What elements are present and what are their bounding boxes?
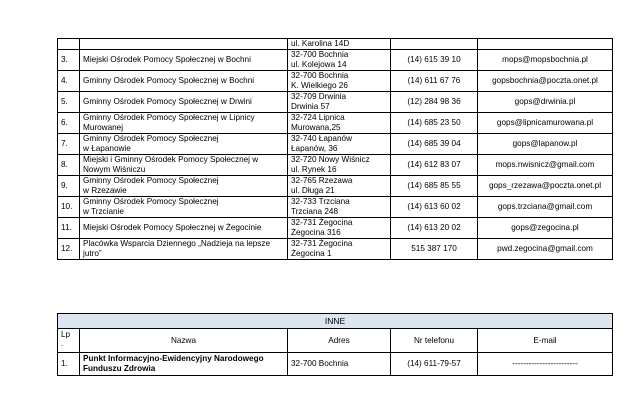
inne-column-headers bbox=[58, 329, 613, 353]
table-row bbox=[58, 113, 613, 134]
row-phone: (14) 612 83 07 bbox=[391, 155, 478, 176]
row-phone bbox=[391, 39, 478, 50]
row-name: Miejski Ośrodek Pomocy Społecznej w Żegocinie bbox=[80, 218, 288, 239]
row-number: 1. bbox=[58, 353, 80, 376]
row-number: 3. bbox=[58, 50, 80, 71]
row-address bbox=[288, 92, 391, 113]
row-address bbox=[288, 155, 391, 176]
row-name: Placówka Wsparcia Dziennego „Nadzieja na lepsze jutro” bbox=[80, 239, 288, 260]
row-phone: (14) 685 23 50 bbox=[391, 113, 478, 134]
row-phone: 515 387 170 bbox=[391, 239, 478, 260]
row-phone: (14) 613 20 02 bbox=[391, 218, 478, 239]
row-name: Miejski Ośrodek Pomocy Społecznej w Bochni bbox=[80, 50, 288, 71]
section-title: INNE bbox=[58, 314, 613, 329]
row-phone: (14) 611 67 76 bbox=[391, 71, 478, 92]
table-row bbox=[58, 39, 613, 50]
row-email: gops@lipnicamurowana.pl bbox=[478, 113, 613, 134]
row-email: mops@mopsbochnia.pl bbox=[478, 50, 613, 71]
address-line-1: 32-731 Żegocina bbox=[291, 239, 353, 248]
address-line-1: 32-731 Żegocina bbox=[291, 218, 353, 227]
row-number: 9. bbox=[58, 176, 80, 197]
address-line-1: ul. Karolina 14D bbox=[291, 39, 350, 48]
table-row bbox=[58, 155, 613, 176]
row-phone: (14) 615 39 10 bbox=[391, 50, 478, 71]
table-row bbox=[58, 71, 613, 92]
row-name: Gminny Ośrodek Pomocy Społecznej w Trzcianie bbox=[80, 197, 288, 218]
address-line-1: 32-740 Łapanów bbox=[291, 134, 353, 143]
row-address bbox=[288, 134, 391, 155]
row-address bbox=[288, 113, 391, 134]
row-address bbox=[288, 50, 391, 71]
address-line-1: 32-709 Drwinia bbox=[291, 92, 347, 101]
address-line-1: 32-700 Bochnia bbox=[291, 71, 349, 80]
row-address: 32-700 Bochnia bbox=[288, 353, 391, 376]
address-line-2: Żegocina 316 bbox=[291, 228, 341, 237]
row-name: Gminny Ośrodek Pomocy Społecznej w Lipnicy Murowanej bbox=[80, 113, 288, 134]
row-number: 8. bbox=[58, 155, 80, 176]
row-email: gops.trzciana@gmail.com bbox=[478, 197, 613, 218]
row-number: 10. bbox=[58, 197, 80, 218]
row-address bbox=[288, 218, 391, 239]
address-line-2: ul. Długa 21 bbox=[291, 186, 335, 195]
table-row bbox=[58, 353, 613, 376]
row-number: 7. bbox=[58, 134, 80, 155]
row-email: gops@drwinia.pl bbox=[478, 92, 613, 113]
institutions-table bbox=[57, 38, 613, 260]
row-phone: (14) 685 39 04 bbox=[391, 134, 478, 155]
row-email: ------------------------ bbox=[478, 353, 613, 376]
row-phone: (14) 611-79-57 bbox=[391, 353, 478, 376]
row-name: Gminny Ośrodek Pomocy Społecznej w Rzezawie bbox=[80, 176, 288, 197]
address-line-2: ul. Kolejowa 14 bbox=[291, 60, 347, 69]
row-email: pwd.zegocina@gmail.com bbox=[478, 239, 613, 260]
row-address bbox=[288, 39, 391, 50]
row-address bbox=[288, 197, 391, 218]
row-number bbox=[58, 39, 80, 50]
table-row bbox=[58, 239, 613, 260]
row-email: mops.nwisnicz@gmail.com bbox=[478, 155, 613, 176]
address-line-2: Żegocina 1 bbox=[291, 249, 332, 258]
row-name: Gminny Ośrodek Pomocy Społecznej w Drwini bbox=[80, 92, 288, 113]
row-address bbox=[288, 176, 391, 197]
table-row bbox=[58, 176, 613, 197]
row-name: Miejski i Gminny Ośrodek Pomocy Społecznej w Nowym Wiśniczu bbox=[80, 155, 288, 176]
address-line-1: 32-700 Bochnia bbox=[291, 50, 349, 59]
table-row bbox=[58, 92, 613, 113]
row-address bbox=[288, 239, 391, 260]
table-row bbox=[58, 134, 613, 155]
header-address: Adres bbox=[288, 329, 391, 353]
address-line-2: Drwinia 57 bbox=[291, 102, 330, 111]
row-phone: (12) 284 98 36 bbox=[391, 92, 478, 113]
row-number: 11. bbox=[58, 218, 80, 239]
table-row bbox=[58, 218, 613, 239]
address-line-1: 32-733 Trzciana bbox=[291, 197, 350, 206]
row-name: Gminny Ośrodek Pomocy Społecznej w Łapanowie bbox=[80, 134, 288, 155]
row-email bbox=[478, 39, 613, 50]
address-line-1: 32-765 Rzezawa bbox=[291, 176, 353, 185]
row-phone: (14) 685 85 55 bbox=[391, 176, 478, 197]
row-address bbox=[288, 71, 391, 92]
row-name: Gminny Ośrodek Pomocy Społecznej w Bochni bbox=[80, 71, 288, 92]
row-number: 6. bbox=[58, 113, 80, 134]
address-line-1: 32-724 Lipnica bbox=[291, 113, 345, 122]
header-name: Nazwa bbox=[80, 329, 288, 353]
row-email: gopsbochnia@poczta.onet.pl bbox=[478, 71, 613, 92]
row-email: gops@zegocina.pl bbox=[478, 218, 613, 239]
row-email: gops_rzezawa@poczta.onet.pl bbox=[478, 176, 613, 197]
header-lp: Lp . bbox=[58, 329, 80, 353]
row-name: Punkt Informacyjno-Ewidencyjny Narodowego Funduszu Zdrowia bbox=[80, 353, 288, 376]
address-line-2: Murowana,25 bbox=[291, 123, 341, 132]
address-line-2: K. Wielkiego 26 bbox=[291, 81, 348, 90]
address-line-2: ul. Rynek 16 bbox=[291, 165, 337, 174]
row-number: 4. bbox=[58, 71, 80, 92]
row-number: 12. bbox=[58, 239, 80, 260]
header-phone: Nr telefonu bbox=[391, 329, 478, 353]
address-line-2: Łapanów, 36 bbox=[291, 144, 338, 153]
row-number: 5. bbox=[58, 92, 80, 113]
row-email: gops@lapanow.pl bbox=[478, 134, 613, 155]
address-line-1: 32-720 Nowy Wiśnicz bbox=[291, 155, 370, 164]
row-name bbox=[80, 39, 288, 50]
table-row bbox=[58, 50, 613, 71]
address-line-2: Trzciana 248 bbox=[291, 207, 339, 216]
table-row bbox=[58, 197, 613, 218]
header-email: E-mail bbox=[478, 329, 613, 353]
inne-section-header bbox=[58, 314, 613, 329]
row-phone: (14) 613 60 02 bbox=[391, 197, 478, 218]
inne-table bbox=[57, 313, 613, 376]
